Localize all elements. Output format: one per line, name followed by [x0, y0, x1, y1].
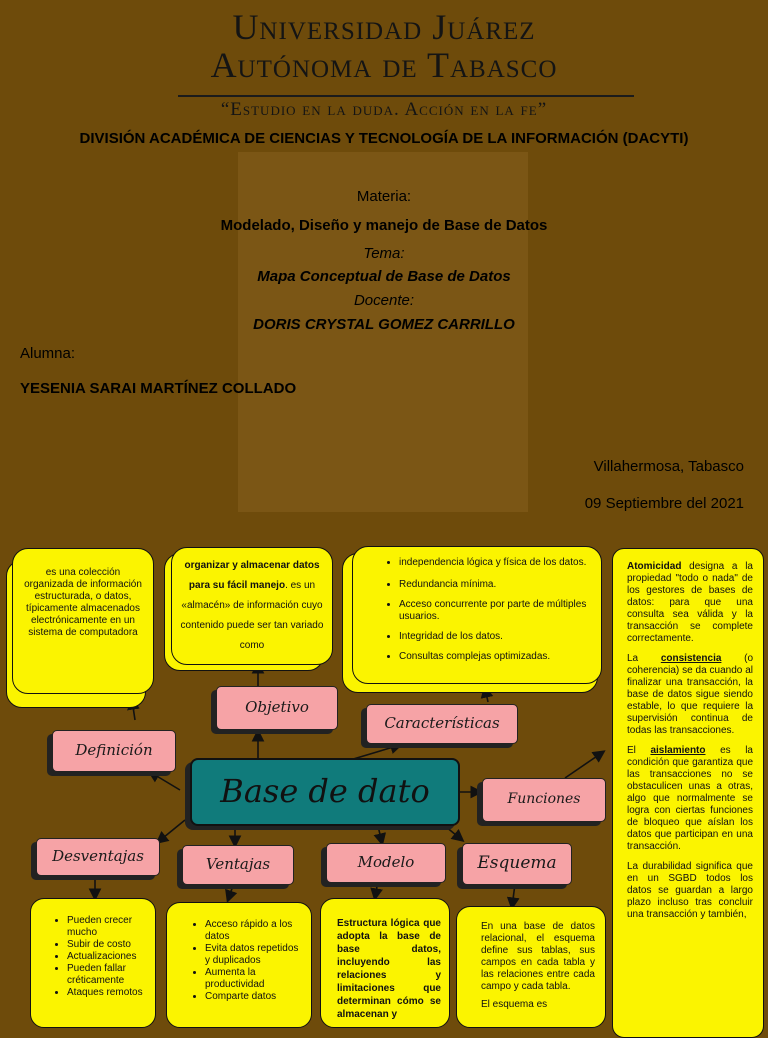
alumna-label: Alumna: [20, 345, 76, 362]
caracteristica-item: • Redundancia mínima. [399, 579, 593, 591]
objetivo-dot: . [285, 580, 288, 591]
node-objetivo: Objetivo [216, 686, 338, 730]
division-title: DIVISIÓN ACADÉMICA DE CIENCIAS Y TECNOLOGÍA DE LA INFORMACIÓN (DACYTI) [79, 130, 689, 147]
node-definicion: Definición [52, 730, 176, 772]
university-name-line2: Autónoma de Tabasco [210, 45, 558, 85]
durabilidad-paragraph: La durabilidad significa que en un SGBD todos los datos se guardan a largo plazo incluso tras concluir una transacción y también, [627, 861, 753, 920]
desventaja-item: • Pueden crecer mucho [67, 915, 149, 939]
esquema-box [456, 906, 606, 1028]
node-ventajas: Ventajas [182, 845, 294, 885]
atomicidad-paragraph [627, 561, 753, 645]
funciones-box [612, 548, 764, 1038]
definicion-box [12, 548, 154, 694]
objetivo-bold-text: organizar y almacenar datos para su fácil manejo [184, 560, 320, 591]
docente-value: DORIS CRYSTAL GOMEZ CARRILLO [253, 316, 515, 333]
modelo-box [320, 898, 450, 1028]
desventaja-item: • Subir de costo [67, 939, 149, 951]
date-text: 09 Septiembre del 2021 [584, 495, 744, 512]
caracteristica-item: • independencia lógica y física de los datos. [399, 557, 593, 569]
node-base-de-dato: Base de dato [190, 758, 460, 826]
ventaja-item: • Comparte datos [205, 991, 305, 1003]
university-motto: “Estudio en la duda. Acción en la fe” [220, 99, 548, 120]
tema-value: Mapa Conceptual de Base de Datos [257, 268, 511, 285]
university-name-line1: Universidad Juárez [232, 7, 536, 47]
aislamiento-term: aislamiento [650, 745, 706, 756]
materia-value: Modelado, Diseño y manejo de Base de Datos [220, 217, 548, 234]
node-caracteristicas: Características [366, 704, 518, 744]
consistencia-term: consistencia [660, 653, 722, 664]
objetivo-text: es un «almacén» de información cuyo contenido puede ser tan variado como [180, 580, 324, 651]
node-esquema: Esquema [462, 843, 572, 885]
desventaja-item: • Pueden fallar créticamente [67, 963, 149, 987]
node-modelo: Modelo [326, 843, 446, 883]
node-funciones: Funciones [482, 778, 606, 822]
esquema-text: En una base de datos relacional, el esquema define sus tablas, sus campos en cada tabla y las relaciones entre cada campo y cada tabla. [481, 921, 595, 992]
alumna-value: YESENIA SARAI MARTÍNEZ COLLADO [20, 380, 297, 397]
ventaja-item: • Evita datos repetidos y duplicados [205, 943, 305, 967]
desventaja-item: • Ataques remotos [67, 987, 149, 999]
caracteristicas-box [352, 546, 602, 684]
aislamiento-paragraph [627, 745, 753, 853]
atomicidad-term: Atomicidad [627, 561, 682, 572]
consistencia-paragraph [627, 653, 753, 737]
esquema-text2: El esquema es [481, 999, 548, 1010]
docente-label: Docente: [353, 292, 415, 309]
tema-label: Tema: [363, 245, 405, 262]
caracteristicas-list [383, 557, 593, 663]
ventaja-item: • Aumenta la productividad [205, 967, 305, 991]
objetivo-box [171, 547, 333, 665]
caracteristica-item: • Consultas complejas optimizadas. [399, 651, 593, 663]
definicion-text: es una colección organizada de información estructurada, o datos, típicamente almacenados electrónicamente en un sistema de computadora [24, 567, 142, 638]
node-desventajas: Desventajas [36, 838, 160, 876]
desventajas-list [51, 915, 149, 999]
consistencia-text: (o coherencia) se da cuando al finalizar una transacción, la base de datos sigue siendo estable, lo que requiere la supervisión continua de todas las transacciones. [627, 653, 754, 736]
caracteristica-item: • Integridad de los datos. [399, 631, 593, 643]
ventajas-box [166, 902, 312, 1028]
aislamiento-pre: El [627, 745, 651, 756]
desventajas-box [30, 898, 156, 1028]
materia-label: Materia: [356, 188, 412, 205]
ventaja-item: • Acceso rápido a los datos [205, 919, 305, 943]
city-text: Villahermosa, Tabasco [593, 458, 744, 475]
ventajas-list [189, 919, 305, 1003]
modelo-text: Estructura lógica que adopta la base de base datos, incluyendo las relaciones y limitaciones que determinan cómo se almacenan y [337, 918, 441, 1020]
atomicidad-text: designa a la propiedad "todo o nada" de los gestores de bases de datos: para que una consulta sea válida y la transacción se complete correctamente. [627, 561, 753, 644]
desventaja-item: • Actualizaciones [67, 951, 149, 963]
aislamiento-text: es la condición que garantiza que las transacciones no se obstaculicen unas a otras, algo que normalmente se logra con ciertas funciones de bloqueo que aíslan los datos que participan en una transacción. [627, 745, 753, 852]
caracteristica-item: • Acceso concurrente por parte de múltiples usuarios. [399, 599, 593, 623]
consistencia-pre: La [627, 653, 661, 664]
